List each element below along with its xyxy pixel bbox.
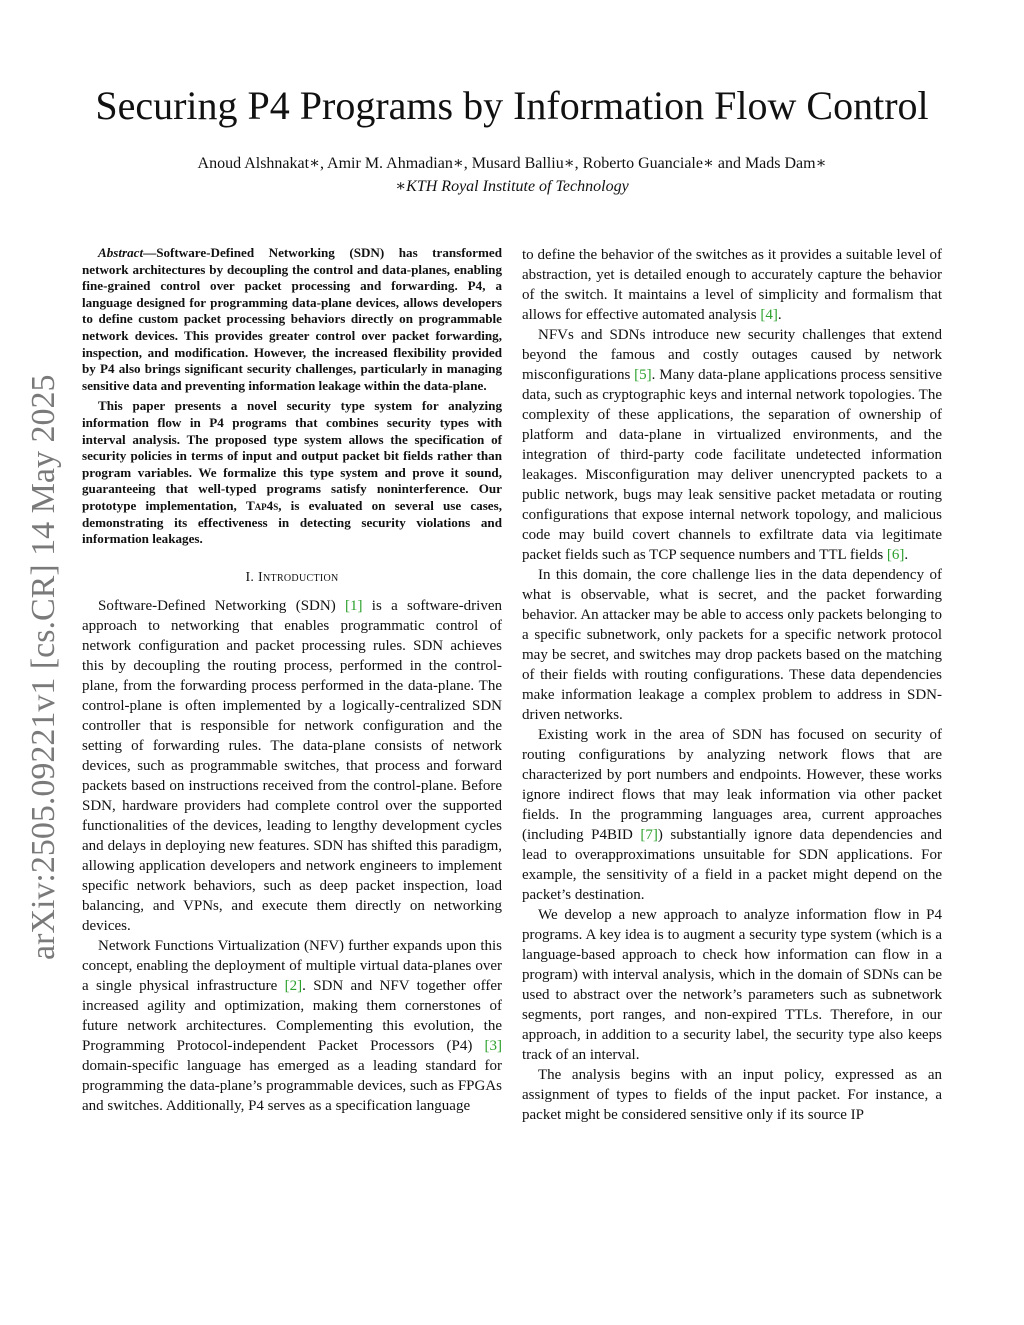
citation-link-6[interactable]: [6]: [886, 547, 905, 563]
abstract-paragraph-2: This paper presents a novel security type system for analyzing information flow in P4 programs that combines security types with interval analysis. The proposed type system allows the specification of security policies in terms of input and output packet bit fields rather than program variables. We formalize this type system and prove it sound, guaranteeing that well-typed programs satisfy noninterference. Our prototype implementation, Tap4s, is evaluated on several use cases, demonstrating its effectiveness in detecting security violations and information leakages.: [82, 398, 502, 547]
tool-name: Tap4s: [245, 497, 279, 513]
intro-paragraph-2: Network Functions Virtualization (NFV) further expands upon this concept, enabling the deployment of multiple virtual data-planes over a single physical infrastructure [2]. SDN and NFV together offer increased agility and optimization, making them cornerstones of future network architectures. Complementing this evolution, the Programming Protocol-independent Packet Processors (P4) [3] domain-specific language has emerged as a leading standard for programming the data-plane’s programmable devices, such as FPGAs and switches. Additionally, P4 serves as a specification language: [82, 937, 502, 1114]
paper-title: Securing P4 Programs by Information Flow Control: [95, 83, 929, 128]
intro-paragraph-3: NFVs and SDNs introduce new security challenges that extend beyond the famous and costly outages caused by network misconfigurations [5]. Many data-plane applications process sensitive data, such as cryptographic keys and internal network topologies. The complexity of these applications, the separation of ownership of platform and data-plane in virtualized environments, and the integration of third-party code facilitate undetected information leakages. Misconfiguration may deliver unencrypted packets to a public network, bugs may leak sensitive packet metadata or routing configurations that expose internal network topology, and malicious code may build covert channels to exfiltrate data via legitimate packet fields such as TCP sequence numbers and TTL fields [6].: [522, 327, 942, 563]
left-column: [82, 245, 502, 1116]
intro-paragraph-5: Existing work in the area of SDN has focused on security of routing configurations by analyzing network flows that are characterized by port numbers and endpoints. However, these works ignore indirect flows that may leak information via other packet fields. In the programming languages area, current approaches (including P4BID [7]) substantially ignore data dependencies and lead to overapproximations unsuitable for SDN applications. For example, the sensitivity of a field in a packet might depend on the packet’s destination.: [522, 727, 942, 903]
citation-link-2[interactable]: [2]: [284, 977, 303, 994]
citation-link-1[interactable]: [1]: [345, 597, 363, 614]
citation-link-3[interactable]: [3]: [484, 1037, 502, 1054]
citation-link-5[interactable]: [5]: [634, 367, 652, 383]
arxiv-identifier-stamp: arXiv:2505.09221v1 [cs.CR] 14 May 2025: [25, 374, 62, 960]
affiliation: ∗KTH Royal Institute of Technology: [395, 178, 629, 195]
citation-link-7[interactable]: [7]: [640, 827, 658, 843]
intro-paragraph-continued: to define the behavior of the switches as it provides a suitable level of abstraction, yet is detailed enough to accurately capture the behavior of the switch. It maintains a level of simplicity and formalism that allows for effective automated analysis [4].: [522, 247, 942, 323]
abstract-paragraph-1: Abstract—Software-Defined Networking (SDN) has transformed network architectures by decoupling the control and data-planes, enabling fine-grained control over packet processing and forwarding. P4, a language designed for programming data-plane devices, allows developers to define custom packet processing behaviors directly on programmable network devices. This provides greater control over packet forwarding, inspection, and modification. However, the increased flexibility provided by P4 also brings significant security challenges, particularly in managing sensitive data and preventing information leakage within the data-plane.: [82, 245, 502, 393]
right-column: [522, 245, 942, 1125]
section-heading-introduction: I. Introduction: [245, 569, 339, 585]
intro-paragraph-6: We develop a new approach to analyze information flow in P4 programs. A key idea is to augment a security type system (which is a language-based approach to check how information can flow in a program) with interval analysis, which in the domain of SDNs can be used to abstract over the network’s parameters such as subnetwork segments, port ranges, and non-expired TTLs. Therefore, in our approach, in addition to a security label, the security type also keeps track of an interval.: [522, 907, 942, 1063]
intro-paragraph-1: Software-Defined Networking (SDN) [1] is a software-driven approach to networking that enables programmatic control of network configuration and packet processing rules. SDN achieves this by decoupling the routing process, performed in the control-plane, from the forwarding process performed in the data-plane. The control-plane is often implemented by a logically-centralized SDN controller that is responsible for network configuration and the setting of forwarding rules. The data-plane consists of network devices, such as programmable switches, that process and forward packets based on instructions received from the control-plane. Before SDN, hardware providers had complete control over the supported functionalities of the devices, leading to lengthy development cycles and delays in deploying new features. SDN has shifted this paradigm, allowing application developers and network engineers to implement specific network behaviors, such as deep packet inspection, load balancing, and VPNs, and execute them directly on networking devices.: [82, 597, 503, 934]
author-list: Anoud Alshnakat∗, Amir M. Ahmadian∗, Musard Balliu∗, Roberto Guanciale∗ and Mads Dam∗: [197, 155, 827, 172]
intro-paragraph-4: In this domain, the core challenge lies in the data dependency of what is observable, what is secret, and the packet forwarding behavior. An attacker may be able to access only packets belonging to a specific subnetwork, only packets for a specific network protocol may be secret, and switches may drop packets based on the matching of their fields with routing configurations. These data dependencies make information leakage a complex problem to address in SDN-driven networks.: [522, 567, 942, 723]
citation-link-4[interactable]: [4]: [760, 307, 778, 323]
abstract-label: Abstract: [98, 245, 144, 260]
intro-paragraph-7: The analysis begins with an input policy, expressed as an assignment of types to fields of the input packet. For instance, a packet might be considered sensitive only if its source IP: [522, 1067, 942, 1123]
